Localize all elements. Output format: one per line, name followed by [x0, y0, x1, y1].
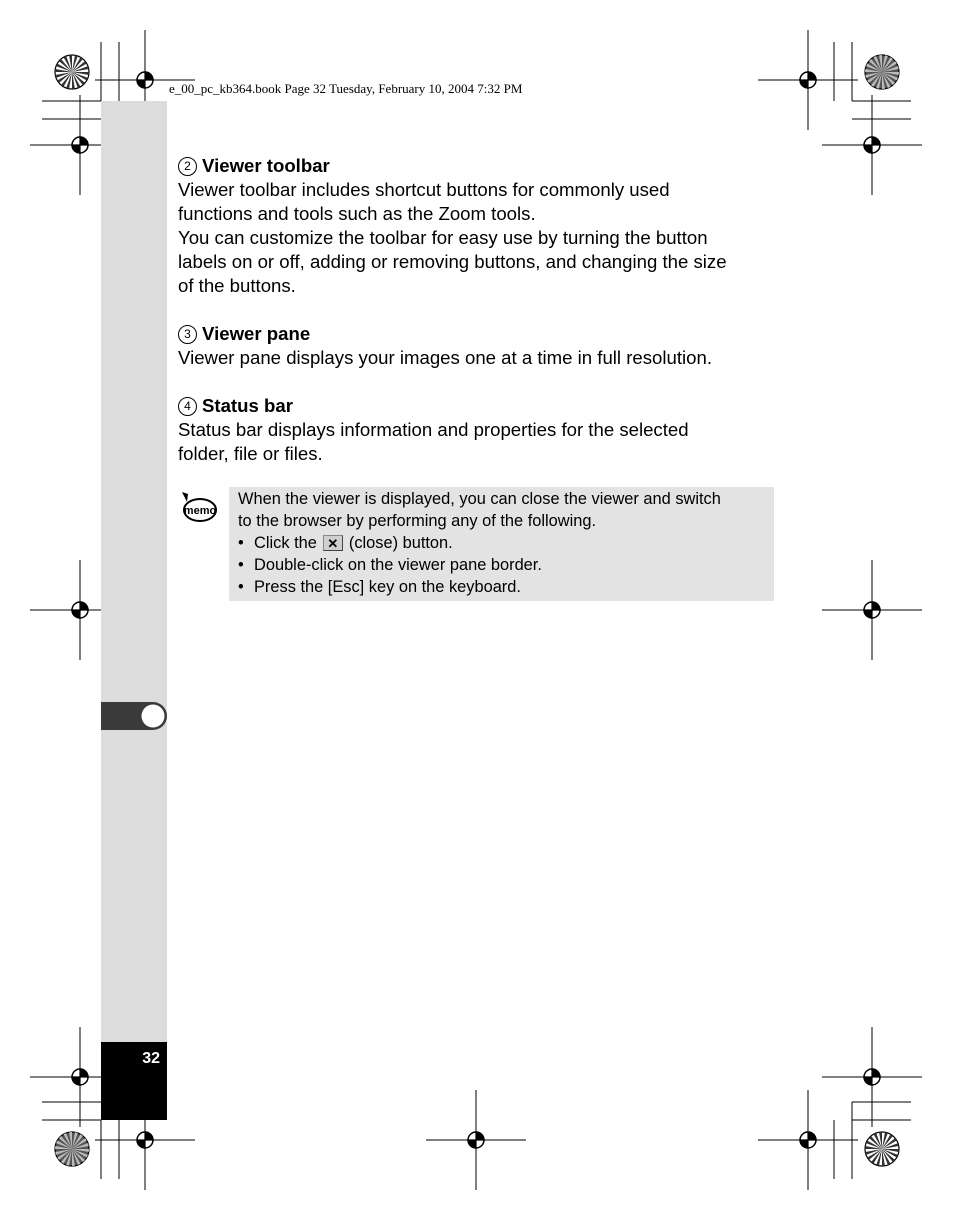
section-viewer-toolbar [178, 154, 778, 298]
side-margin-strip [101, 101, 167, 1120]
circled-number: 4 [178, 397, 197, 416]
section-title: Viewer pane [202, 323, 311, 344]
memo-box [229, 487, 774, 601]
memo-text [238, 488, 770, 598]
close-icon: ✕ [323, 535, 343, 551]
body-line: functions and tools such as the Zoom tools. [178, 203, 536, 224]
registration-starburst [865, 55, 899, 89]
section-status-bar [178, 394, 778, 466]
main-content [178, 154, 778, 490]
body-line: Viewer pane displays your images one at a time in full resolution. [178, 347, 712, 368]
registration-starburst [865, 1132, 899, 1166]
bullet-marker: • [238, 556, 244, 574]
page-number-tab [101, 1042, 167, 1120]
section-title: Status bar [202, 395, 293, 416]
registration-crosshair [758, 1090, 858, 1190]
body-line: Viewer toolbar includes shortcut buttons for commonly used [178, 179, 670, 200]
registration-crosshair [822, 560, 922, 660]
section-viewer-pane [178, 322, 778, 370]
registration-crosshair [822, 95, 922, 195]
section-heading [178, 154, 778, 178]
body-line: folder, file or files. [178, 443, 323, 464]
registration-crosshair [822, 1027, 922, 1127]
body-line: of the buttons. [178, 275, 296, 296]
memo-bullet-double-click [238, 554, 770, 576]
circled-number: 2 [178, 157, 197, 176]
registration-starburst [55, 1132, 89, 1166]
section-heading [178, 322, 778, 346]
page-number: 32 [142, 1050, 160, 1067]
chapter-marker [101, 702, 167, 730]
body-line: Status bar displays information and properties for the selected [178, 419, 689, 440]
memo-bullet-esc [238, 576, 770, 598]
section-heading [178, 394, 778, 418]
bullet-text: Double-click on the viewer pane border. [254, 556, 542, 574]
body-line: You can customize the toolbar for easy use by turning the button [178, 227, 708, 248]
registration-crosshair [758, 30, 858, 130]
section-title: Viewer toolbar [202, 155, 330, 176]
bullet-marker: • [238, 578, 244, 596]
bullet-text: (close) button. [348, 534, 453, 552]
circled-number: 3 [178, 325, 197, 344]
registration-crosshair [426, 1090, 526, 1190]
memo-icon-label: memo [183, 505, 217, 517]
registration-starburst [55, 55, 89, 89]
memo-icon [178, 490, 218, 524]
bullet-text: Press the [Esc] key on the keyboard. [254, 578, 521, 596]
book-header-line: e_00_pc_kb364.book Page 32 Tuesday, February 10, 2004 7:32 PM [169, 81, 523, 96]
memo-line: When the viewer is displayed, you can close the viewer and switch [238, 490, 721, 508]
memo-bullet-close [238, 532, 770, 554]
bullet-marker: • [238, 534, 244, 552]
body-line: labels on or off, adding or removing buttons, and changing the size [178, 251, 727, 272]
bullet-text: Click the [254, 534, 317, 552]
memo-line: to the browser by performing any of the following. [238, 512, 597, 530]
